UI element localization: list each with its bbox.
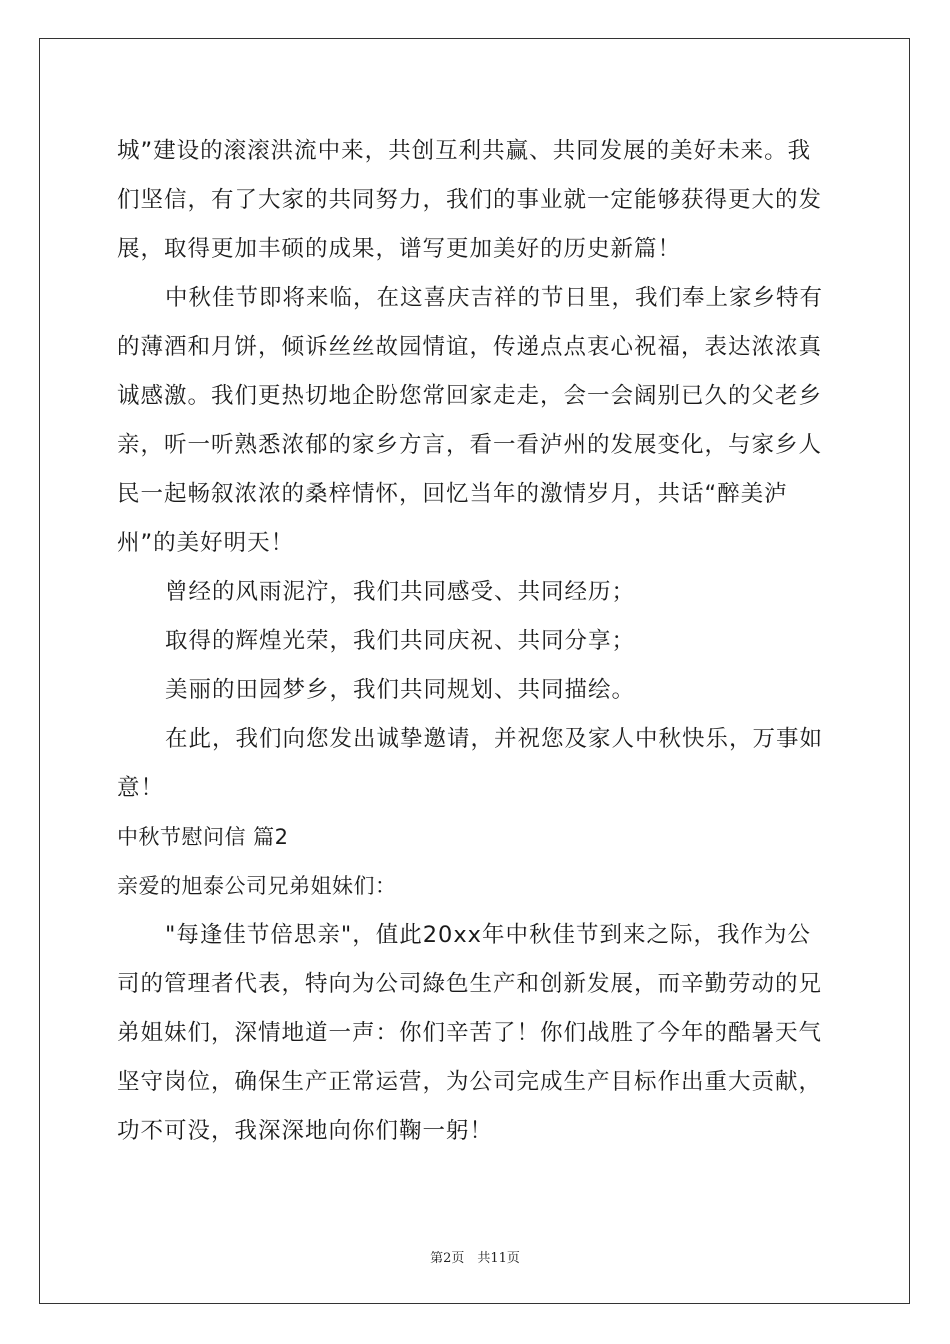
text-line: 司的管理者代表，特向为公司綠色生产和创新发展，而辛勤劳动的兄 <box>117 971 823 997</box>
section-heading: 中秋节慰问信 篇2 <box>117 825 289 849</box>
text-line: 诚感激。我们更热切地企盼您常回家走走，会一会阔别已久的父老乡 <box>117 383 823 409</box>
text-line: 坚守岗位，确保生产正常运营，为公司完成生产目标作出重大贡献， <box>117 1069 823 1095</box>
text-line: 展，取得更加丰硕的成果，谱写更加美好的历史新篇！ <box>117 236 682 262</box>
text-line: 意！ <box>117 775 165 801</box>
text-line: 弟姐妹们，深情地道一声：你们辛苦了！你们战胜了今年的酷暑天气 <box>117 1020 823 1046</box>
paragraph-start-line: 在此，我们向您发出诚挚邀请，并祝您及家人中秋快乐，万事如 <box>165 726 824 752</box>
text-line: 城”建设的滚滚洪流中来，共创互利共赢、共同发展的美好未来。我 <box>117 138 812 164</box>
paragraph-start-line: 中秋佳节即将来临，在这喜庆吉祥的节日里，我们奉上家乡特有 <box>165 285 824 311</box>
text-line: 的薄酒和月饼，倾诉丝丝故园情谊，传递点点衷心祝福，表达浓浓真 <box>117 334 823 360</box>
paragraph-start-line: "每逢佳节倍思亲"，值此20xx年中秋佳节到来之际，我作为公 <box>165 922 811 948</box>
text-line: 功不可没，我深深地向你们鞠一躬！ <box>117 1118 494 1144</box>
text-line: 州”的美好明天！ <box>117 530 295 556</box>
text-line: 亲，听一听熟悉浓郁的家乡方言，看一看泸州的发展变化，与家乡人 <box>117 432 823 458</box>
paragraph-start-line: 曾经的风雨泥泞，我们共同感受、共同经历； <box>165 579 636 605</box>
paragraph-start-line: 美丽的田园梦乡，我们共同规划、共同描绘。 <box>165 677 636 703</box>
document-body <box>117 127 837 1156</box>
text-line: 们坚信，有了大家的共同努力，我们的事业就一定能够获得更大的发 <box>117 187 823 213</box>
paragraph-start-line: 取得的辉煌光荣，我们共同庆祝、共同分享； <box>165 628 636 654</box>
salutation-line: 亲爱的旭泰公司兄弟姐妹们： <box>117 874 397 898</box>
page-number-footer: 第2页 共11页 <box>430 1251 520 1266</box>
text-line: 民一起畅叙浓浓的桑梓情怀，回忆当年的激情岁月，共话“醉美泸 <box>117 481 788 507</box>
